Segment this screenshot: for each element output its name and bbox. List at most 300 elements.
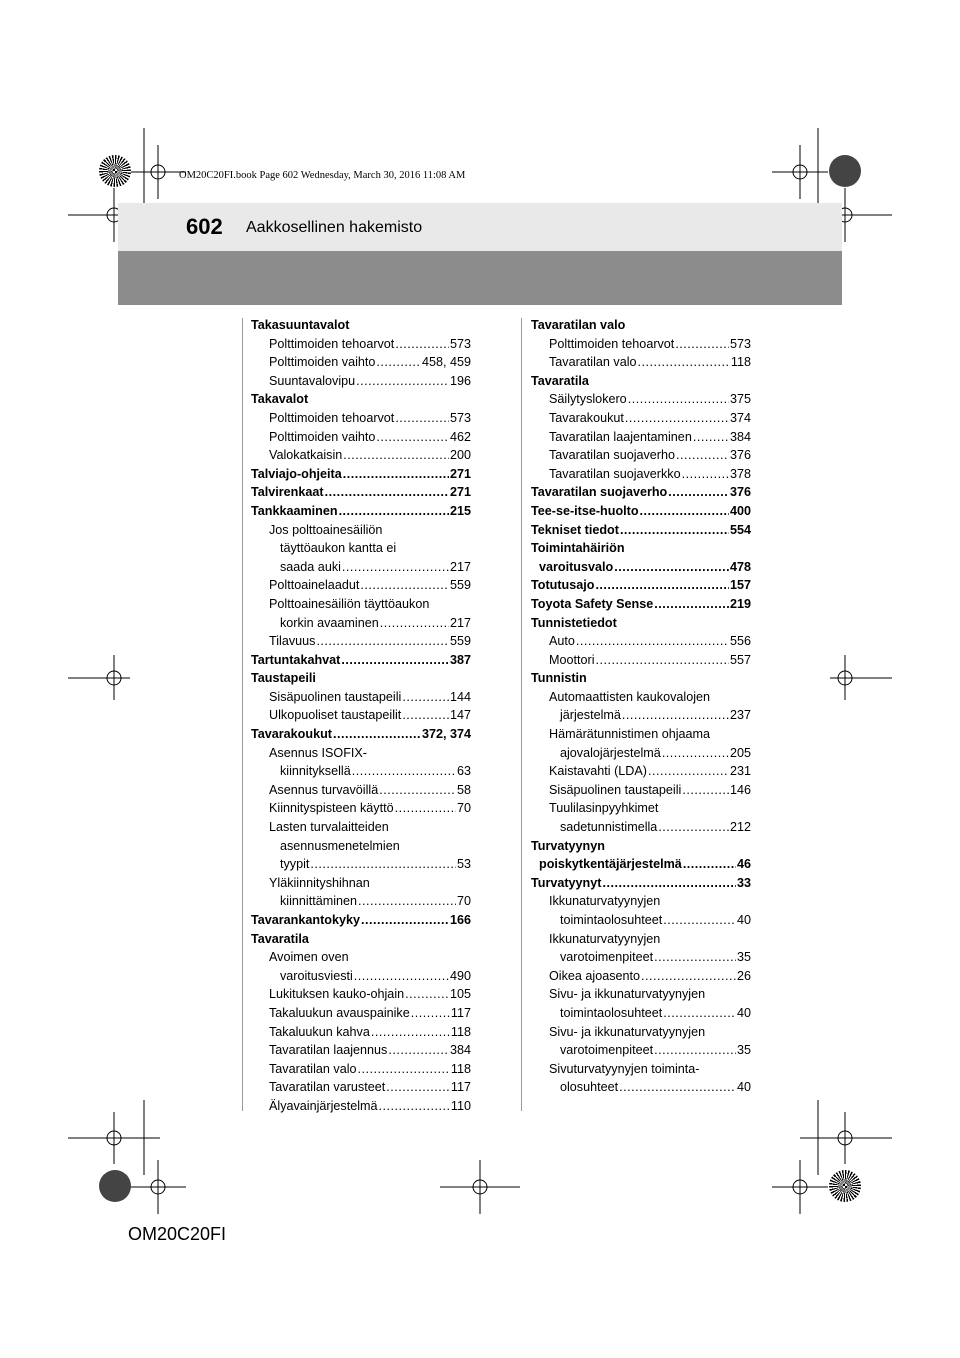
index-entry (531, 595, 751, 614)
index-entry-page: 26 (736, 968, 751, 983)
index-entry (531, 409, 751, 428)
leader-dots (360, 576, 449, 595)
index-entry-label: Tavarakoukut (549, 410, 624, 425)
index-entry-label: Tartuntakahvat (251, 652, 341, 667)
leader-dots (376, 428, 449, 447)
index-entry (531, 967, 751, 986)
index-entry-label: Säilytyslokero (549, 392, 627, 407)
leader-dots (682, 465, 729, 484)
index-entry (531, 669, 751, 688)
index-entry (531, 353, 751, 372)
index-entry (531, 837, 751, 856)
index-entry-label: Tilavuus (269, 634, 316, 649)
index-entry-label: Sivu- ja ikkunaturvatyynyjen (549, 1024, 706, 1039)
index-entry-label: Ikkunaturvatyynyjen (549, 931, 661, 946)
index-entry-label: ajovalojärjestelmä (560, 745, 661, 760)
index-entry-page: 462 (449, 429, 471, 444)
header-band (118, 203, 842, 251)
index-entry (251, 446, 471, 465)
leader-dots (388, 1041, 449, 1060)
index-entry (531, 316, 751, 335)
index-entry-label: Taustapeili (251, 671, 316, 686)
index-entry (251, 837, 471, 856)
index-entry (251, 372, 471, 391)
header-bar (118, 251, 842, 305)
index-entry (531, 930, 751, 949)
leader-dots (371, 1023, 450, 1042)
index-entry (531, 576, 751, 595)
index-entry-page: 384 (729, 429, 751, 444)
index-entry-page: 118 (730, 355, 751, 370)
leader-dots (402, 688, 449, 707)
index-entry-label: Polttoainesäiliön täyttöaukon (269, 596, 430, 611)
registration-rosette (829, 1170, 861, 1202)
index-entry (531, 855, 751, 874)
index-entry-label: Toyota Safety Sense (531, 596, 654, 611)
index-entry (531, 521, 751, 540)
index-entry-page: 376 (729, 485, 751, 500)
index-entry-page: 40 (736, 913, 751, 927)
index-entry (531, 558, 751, 577)
registration-rosette (99, 155, 131, 187)
index-entry-label: Kiinnityspisteen käyttö (269, 801, 394, 816)
index-entry (251, 483, 471, 502)
leader-dots (402, 706, 449, 725)
index-entry-page: 144 (449, 689, 471, 704)
leader-dots (614, 558, 729, 577)
index-entry-label: Ulkopuoliset taustapeilit (269, 708, 402, 723)
leader-dots (602, 874, 736, 893)
index-entry-page: 271 (449, 466, 471, 481)
leader-dots (638, 353, 730, 372)
index-entry (251, 930, 471, 949)
leader-dots (576, 632, 729, 651)
index-entry (251, 1023, 471, 1042)
index-entry-label: Tunnistetiedot (531, 615, 617, 630)
index-entry-label: Polttimoiden tehoarvot (269, 410, 395, 425)
registration-disc (829, 155, 861, 187)
leader-dots (354, 967, 449, 986)
index-entry-label: Kaistavahti (LDA) (549, 764, 647, 779)
index-entry-label: varoitusvalo (539, 559, 614, 574)
index-entry (251, 1097, 471, 1116)
index-entry-page: 387 (449, 652, 471, 667)
index-entry-label: Moottori (549, 652, 595, 667)
index-entry-label: Tuulilasinpyyhkimet (549, 801, 659, 816)
index-entry-page: 231 (729, 764, 751, 779)
index-entry (531, 1060, 751, 1079)
index-entry-page: 33 (736, 875, 751, 890)
index-entry (251, 1041, 471, 1060)
leader-dots (339, 502, 449, 521)
index-entry (531, 428, 751, 447)
index-entry (251, 539, 471, 558)
index-entry-page: 215 (449, 503, 471, 518)
leader-dots (622, 706, 729, 725)
index-entry (251, 744, 471, 763)
index-entry-label: kiinnittäminen (280, 894, 358, 909)
leader-dots (663, 1004, 736, 1023)
index-entry-label: olosuhteet (560, 1080, 619, 1095)
footer-code: OM20C20FI (128, 1224, 227, 1244)
leader-dots (405, 985, 449, 1004)
index-entry-label: Hämärätunnistimen ohjaama (549, 727, 711, 742)
leader-dots (358, 892, 456, 911)
index-entry-label: Tavaratilan laajennus (269, 1043, 388, 1058)
index-entry (531, 781, 751, 800)
index-entry-label: Takavalot (251, 392, 309, 407)
index-entry-page: 117 (450, 1080, 471, 1095)
index-entry-page: 200 (449, 448, 471, 463)
index-entry-page: 147 (449, 708, 471, 723)
index-entry-label: järjestelmä (560, 708, 621, 723)
index-entry-label: Suuntavalovipu (269, 373, 356, 388)
index-entry-label: Totutusajo (531, 578, 595, 593)
index-entry (251, 428, 471, 447)
index-entry-label: Tunnistin (531, 671, 587, 686)
leader-dots (648, 762, 729, 781)
leader-dots (386, 1078, 450, 1097)
leader-dots (693, 428, 729, 447)
leader-dots (640, 502, 729, 521)
index-entry (251, 576, 471, 595)
index-entry-label: sadetunnistimella (560, 820, 658, 835)
index-entry (531, 502, 751, 521)
index-entry-label: varotoimenpiteet (560, 1043, 654, 1058)
index-entry-page: 46 (736, 857, 751, 872)
index-entry-label: Polttimoiden vaihto (269, 355, 376, 370)
leader-dots (316, 632, 449, 651)
leader-dots (361, 911, 449, 930)
index-entry (531, 985, 751, 1004)
leader-dots (325, 483, 449, 502)
index-entry-page: 63 (456, 764, 471, 779)
index-entry (531, 335, 751, 354)
index-entry-label: Tavaratila (531, 373, 589, 388)
index-entry-page: 105 (449, 987, 471, 1002)
leader-dots (596, 651, 729, 670)
index-entry (251, 335, 471, 354)
leader-dots (356, 372, 449, 391)
leader-dots (352, 762, 456, 781)
index-entry-label: korkin avaaminen (280, 615, 379, 630)
index-entry-label: Tekniset tiedot (531, 522, 619, 537)
index-entry-label: Tavaratilan suojaverho (549, 448, 676, 463)
section-title: Aakkosellinen hakemisto (246, 219, 423, 236)
index-entry (531, 762, 751, 781)
index-entry (531, 1041, 751, 1060)
index-entry-page: 559 (449, 578, 471, 593)
leader-dots (379, 781, 456, 800)
index-entry (251, 985, 471, 1004)
index-entry-label: Tavaratilan valo (269, 1061, 357, 1076)
index-entry (531, 390, 751, 409)
index-entry-label: tyypit (280, 857, 310, 872)
index-entry-page: 271 (449, 485, 471, 500)
index-entry-page: 478 (729, 559, 751, 574)
leader-dots (411, 1004, 450, 1023)
index-entry (251, 632, 471, 651)
index-entry (251, 911, 471, 930)
index-entry-label: kiinnityksellä (280, 764, 351, 779)
index-entry-label: Sisäpuolinen taustapeili (269, 689, 402, 704)
leader-dots (625, 409, 729, 428)
index-entry (531, 651, 751, 670)
index-entry-page: 400 (729, 503, 751, 518)
index-entry (531, 446, 751, 465)
leader-dots (676, 446, 729, 465)
leader-dots (310, 855, 456, 874)
index-entry-label: Automaattisten kaukovalojen (549, 689, 711, 704)
index-entry-page: 196 (449, 373, 471, 388)
index-entry-label: Oikea ajoasento (549, 968, 641, 983)
index-entry-label: Tankkaaminen (251, 503, 338, 518)
index-entry-label: Talvirenkaat (251, 485, 324, 500)
index-entry (251, 781, 471, 800)
leader-dots (641, 967, 736, 986)
index-entry-page: 40 (736, 1005, 751, 1020)
index-entry-label: varoitusviesti (280, 968, 353, 983)
index-entry-label: Lasten turvalaitteiden (269, 820, 389, 835)
index-entry-label: Toimintahäiriön (531, 541, 625, 556)
index-entry-page: 35 (736, 1043, 751, 1058)
index-entry (251, 967, 471, 986)
index-entry-page: 372, 374 (421, 727, 471, 742)
index-entry-page: 217 (449, 615, 471, 630)
leader-dots (662, 744, 729, 763)
index-entry-label: Turvatyynyn (531, 838, 605, 853)
index-entry (531, 706, 751, 725)
index-entry (251, 409, 471, 428)
index-entry-page: 70 (456, 801, 471, 816)
index-entry (531, 911, 751, 930)
leader-dots (341, 651, 449, 670)
index-entry (251, 688, 471, 707)
leader-dots (654, 948, 736, 967)
index-entry-label: toimintaolosuhteet (560, 1005, 663, 1020)
index-entry-label: Tavaratilan suojaverho (531, 485, 668, 500)
index-entry-label: Jos polttoainesäiliön (269, 522, 383, 537)
index-entry (251, 651, 471, 670)
leader-dots (620, 521, 729, 540)
index-entry-page: 376 (729, 448, 751, 463)
index-entry-page: 573 (729, 336, 751, 351)
index-entry (531, 948, 751, 967)
index-entry-page: 58 (456, 782, 471, 797)
index-entry (531, 688, 751, 707)
leader-dots (343, 446, 449, 465)
index-entry-label: Polttimoiden vaihto (269, 429, 376, 444)
index-entry (251, 874, 471, 893)
index-entry-label: asennusmenetelmien (280, 838, 400, 853)
index-entry-label: Polttimoiden tehoarvot (549, 336, 675, 351)
index-entry-page: 117 (450, 1005, 471, 1020)
index-entry (251, 595, 471, 614)
index-entry-page: 559 (449, 634, 471, 649)
index-entry-page: 35 (736, 950, 751, 965)
index-entry-label: Takasuuntavalot (251, 318, 350, 332)
index-entry (531, 539, 751, 558)
index-entry-page: 205 (729, 745, 751, 760)
index-entry-label: Tavaratilan valo (531, 318, 626, 332)
index-entry (251, 390, 471, 409)
index-entry (531, 799, 751, 818)
index-entry-page: 212 (729, 820, 751, 835)
index-entry (531, 1023, 751, 1042)
index-entry-label: Tavaratilan laajentaminen (549, 429, 692, 444)
index-entry-page: 458, 459 (421, 355, 471, 370)
leader-dots (379, 1097, 450, 1116)
index-entry-page: 490 (449, 968, 471, 983)
index-entry (531, 1004, 751, 1023)
index-entry-page: 374 (729, 410, 751, 425)
index-column-left (251, 316, 471, 1116)
index-entry (251, 521, 471, 540)
index-entry-label: Ikkunaturvatyynyjen (549, 894, 661, 909)
registration-disc (99, 1170, 131, 1202)
index-entry (251, 855, 471, 874)
index-entry (531, 632, 751, 651)
index-entry-page: 556 (729, 634, 751, 649)
index-entry (251, 1004, 471, 1023)
index-entry-page: 166 (449, 913, 471, 927)
leader-dots (654, 1041, 736, 1060)
leader-dots (658, 818, 729, 837)
index-entry (251, 669, 471, 688)
index-entry-page: 384 (449, 1043, 471, 1058)
index-entry (251, 1060, 471, 1079)
index-entry (531, 614, 751, 633)
index-entry-page: 157 (729, 578, 751, 593)
index-entry-label: Älyavainjärjestelmä (269, 1098, 378, 1113)
index-entry (531, 892, 751, 911)
index-entry (251, 948, 471, 967)
index-entry-page: 70 (456, 894, 471, 909)
column-rule-middle (521, 318, 522, 1111)
leader-dots (395, 409, 449, 428)
index-entry-label: täyttöaukon kantta ei (280, 541, 397, 556)
index-entry-page: 217 (449, 559, 471, 574)
index-entry-page: 219 (729, 596, 751, 611)
index-entry (531, 725, 751, 744)
index-entry-label: Asennus turvavöillä (269, 782, 379, 797)
index-entry-label: Sisäpuolinen taustapeili (549, 782, 682, 797)
index-entry-page: 110 (450, 1098, 471, 1113)
index-entry-page: 53 (456, 857, 471, 872)
index-entry-label: Lukituksen kauko-ohjain (269, 987, 405, 1002)
leader-dots (683, 855, 736, 874)
index-entry-label: Auto (549, 634, 575, 649)
leader-dots (595, 576, 729, 595)
leader-dots (628, 390, 729, 409)
index-entry (251, 465, 471, 484)
leader-dots (358, 1060, 450, 1079)
index-entry (531, 744, 751, 763)
index-entry-page: 554 (729, 522, 751, 537)
index-entry-label: Tavaratilan valo (549, 355, 637, 370)
leader-dots (663, 911, 736, 930)
index-entry-label: Polttimoiden tehoarvot (269, 336, 395, 351)
leader-dots (342, 558, 449, 577)
index-entry-label: Tavaratilan suojaverkko (549, 466, 681, 481)
leader-dots (333, 725, 421, 744)
index-entry-label: Takaluukun kahva (269, 1024, 370, 1039)
page-number: 602 (186, 214, 223, 239)
index-entry-label: Polttoainelaadut (269, 578, 360, 593)
leader-dots (668, 483, 729, 502)
index-entry-page: 40 (736, 1080, 751, 1095)
index-entry (251, 799, 471, 818)
index-entry (531, 874, 751, 893)
index-entry-label: Tavarakoukut (251, 727, 332, 742)
index-entry (531, 483, 751, 502)
index-entry-label: Talviajo-ohjeita (251, 466, 342, 481)
index-entry-label: Sivu- ja ikkunaturvatyynyjen (549, 987, 706, 1002)
leader-dots (654, 595, 729, 614)
index-column-right (531, 316, 751, 1097)
leader-dots (380, 614, 449, 633)
index-entry-page: 237 (729, 708, 751, 723)
leader-dots (619, 1078, 736, 1097)
index-entry-label: Valokatkaisin (269, 448, 343, 463)
index-entry (251, 353, 471, 372)
index-entry-label: Tavaratilan varusteet (269, 1080, 386, 1095)
index-entry-label: Tavarankantokyky (251, 913, 360, 927)
index-entry-label: Turvatyynyt (531, 875, 602, 890)
leader-dots (395, 335, 449, 354)
index-entry (251, 725, 471, 744)
index-entry (251, 1078, 471, 1097)
index-entry (531, 818, 751, 837)
index-entry (251, 706, 471, 725)
column-rule-left (242, 318, 243, 1111)
index-entry-label: saada auki (280, 559, 341, 574)
index-entry-page: 118 (450, 1024, 471, 1039)
index-entry (251, 558, 471, 577)
index-entry (251, 762, 471, 781)
index-entry (531, 465, 751, 484)
index-entry-label: Asennus ISOFIX- (269, 745, 367, 760)
leader-dots (682, 781, 729, 800)
index-entry-label: Tee-se-itse-huolto (531, 503, 639, 518)
index-entry-page: 375 (729, 392, 751, 407)
index-entry-label: Sivuturvatyynyjen toiminta- (549, 1061, 700, 1076)
index-entry-label: varotoimenpiteet (560, 950, 654, 965)
index-entry-page: 146 (729, 782, 751, 797)
leader-dots (675, 335, 729, 354)
leader-dots (343, 465, 449, 484)
leader-dots (395, 799, 456, 818)
index-entry (531, 1078, 751, 1097)
index-entry (251, 316, 471, 335)
index-entry (251, 892, 471, 911)
index-entry-page: 573 (449, 336, 471, 351)
index-entry-label: Avoimen oven (269, 950, 349, 965)
index-entry (251, 818, 471, 837)
index-entry-label: Takaluukun avauspainike (269, 1005, 410, 1020)
index-entry-label: poiskytkentäjärjestelmä (539, 857, 682, 872)
index-entry-page: 573 (449, 410, 471, 425)
index-entry-label: Yläkiinnityshihnan (269, 875, 370, 890)
index-entry-page: 378 (729, 466, 751, 481)
leader-dots (376, 353, 421, 372)
index-entry (251, 502, 471, 521)
index-entry (531, 372, 751, 391)
index-entry-page: 557 (729, 652, 751, 667)
index-entry (251, 614, 471, 633)
book-info: OM20C20FI.book Page 602 Wednesday, March 30, 2016 11:08 AM (179, 170, 466, 181)
index-entry-label: Tavaratila (251, 931, 309, 946)
